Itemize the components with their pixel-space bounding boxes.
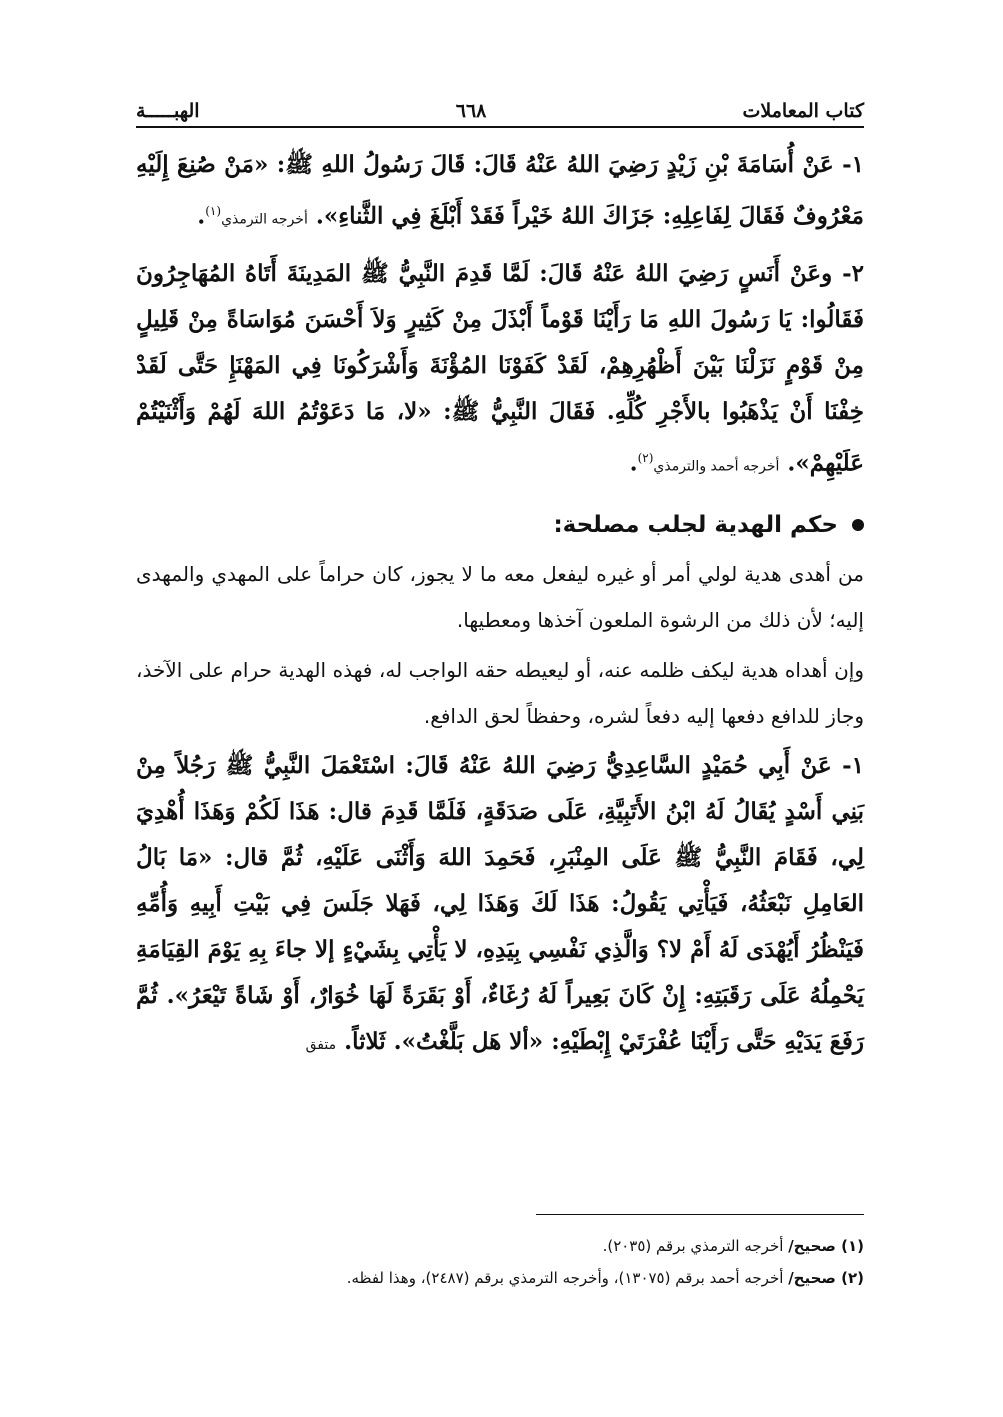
footnote-2-text: أخرجه أحمد برقم (١٣٠٧٥)، وأخرجه الترمذي برقم (٢٤٨٧)، وهذا لفظه. bbox=[346, 1269, 784, 1287]
hadith-3-number: ١- bbox=[842, 752, 864, 780]
hadith-3 bbox=[136, 743, 864, 1068]
footnote-1-text: أخرجه الترمذي برقم (٢٠٣٥). bbox=[602, 1237, 784, 1255]
footnote-1 bbox=[136, 1230, 864, 1262]
footnote-divider bbox=[536, 1214, 864, 1215]
page-body bbox=[136, 92, 864, 1076]
hadith-1-source: أخرجه الترمذي bbox=[221, 211, 308, 228]
running-header bbox=[136, 92, 864, 122]
hadith-2: ٢- وعَنْ أَنَسٍ رَضِيَ اللهُ عَنْهُ قَالَ: لَمَّا قَدِمَ النَّبِيُّ ﷺ المَدِينَةَ أَتَاهُ المُهَاجِرُونَ فَقَالُوا: يَا رَسُولَ اللهِ مَا رَأَيْنَا قَوْماً أَبْذَلَ مِنْ كَثِيرٍ وَلاَ أَحْسَنَ مُوَاسَاةً مِنْ قَلِيلٍ مِنْ قَوْمٍ نَزَلْنَا بَيْنَ أَظْهُرِهِمْ، لَقَدْ كَفَوْنَا المُؤْنَةَ وَأَشْرَكُونَا فِي المَهْنَإِ حَتَّى لَقَدْ خِفْنَا أَنْ يَذْهَبُوا بالأَجْرِ كُلِّهِ. فَقَالَ النَّبِيُّ ﷺ: «لا، مَا دَعَوْتُمُ اللهَ لَهُمْ وَأَثْنَيْتُمْ عَلَيْهِمْ». أخرجه أحمد والترمذي$^{(٢)}$. bbox=[136, 259, 864, 477]
header-chapter-title: الهبـــــة bbox=[136, 100, 200, 122]
hadith-3-text: عَنْ أَبِي حُمَيْدٍ السَّاعِدِيُّ رَضِيَ اللهُ عَنْهُ قَالَ: اسْتَعْمَلَ النَّبِيُّ ﷺ رَجُلاً مِنْ بَنِي أَسْدٍ يُقَالُ لَهُ ابْنُ الأَتَبِيَّةِ، عَلَى صَدَقَةٍ، فَلَمَّا قَدِمَ قال: هَذَا لَكُمْ وَهَذَا أُهْدِيَ لِي، فَقَامَ النَّبِيُّ ﷺ عَلَى المِنْبَرِ، فَحَمِدَ اللهَ وَأَثْنَى عَلَيْهِ، ثُمَّ قال: «مَا بَالُ العَامِلِ نَبْعَثُهُ، فَيَأْتِي يَقُولُ: هَذَا لَكَ وَهَذَا لِي، فَهَلا جَلَسَ فِي بَيْتِ أَبِيهِ وَأُمِّهِ فَيَنْظُرُ أَيُهْدَى لَهُ أَمْ لا؟ وَالَّذِي نَفْسِي بِيَدِهِ، لا يَأْتِي بِشَيْءٍ إلا جاءَ بِهِ يَوْمَ القِيَامَةِ يَحْمِلُهُ عَلَى رَقَبَتِهِ: إِنْ كَانَ بَعِيراً لَهُ رُغَاءٌ، أَوْ بَقَرَةً لَهَا خُوَارٌ، أَوْ شَاةً تَيْعَرُ». ثُمَّ رَفَعَ يَدَيْهِ حَتَّى رَأَيْنَا عُفْرَتَيْ إِبْطَيْهِ: «ألا هَل بَلَّغْتُ». ثَلاثاً. bbox=[136, 752, 864, 1056]
footnote-ref-2: (٢) bbox=[637, 450, 654, 465]
page-number: ٦٦٨ bbox=[455, 100, 487, 122]
paragraph-1: من أهدى هدية لولي أمر أو غيره ليفعل معه ما لا يجوز، كان حراماً على المهدي والمهدى إليه؛ لأن ذلك من الرشوة الملعون آخذها ومعطيها. bbox=[136, 562, 864, 633]
footnote-ref-1: (١) bbox=[205, 204, 222, 218]
hadith-2-source: أخرجه أحمد والترمذي bbox=[653, 458, 780, 475]
bullet-icon bbox=[852, 519, 864, 531]
hadith-2-number: ٢- bbox=[842, 259, 864, 287]
footnotes bbox=[136, 1230, 864, 1294]
section-heading bbox=[136, 503, 864, 547]
header-book-title: كتاب المعاملات bbox=[742, 100, 864, 122]
hadith-1: ١- عَنْ أُسَامَةَ بْنِ زَيْدٍ رَضِيَ اللهُ عَنْهُ قَالَ: قَالَ رَسُولُ اللهِ ﷺ: «مَنْ صُنِعَ إِلَيْهِ مَعْرُوفٌ فَقَالَ لِفَاعِلِهِ: جَزَاكَ اللهُ خَيْراً فَقَدْ أَبْلَغَ فِي الثَّناءِ». أخرجه الترمذي$^{(١)}$. bbox=[136, 151, 864, 230]
hadith-3-source: متفق bbox=[305, 1037, 337, 1054]
hadith-1-text: عَنْ أُسَامَةَ بْنِ زَيْدٍ رَضِيَ اللهُ عَنْهُ قَالَ: قَالَ رَسُولُ اللهِ ﷺ: «مَنْ صُنِعَ إِلَيْهِ مَعْرُوفٌ فَقَالَ لِفَاعِلِهِ: جَزَاكَ اللهُ خَيْراً فَقَدْ أَبْلَغَ فِي الثَّناءِ». bbox=[136, 151, 864, 230]
section-heading-text: حكم الهدية لجلب مصلحة: bbox=[553, 512, 838, 539]
hadith-2-text: وعَنْ أَنَسٍ رَضِيَ اللهُ عَنْهُ قَالَ: لَمَّا قَدِمَ النَّبِيُّ ﷺ المَدِينَةَ أَتَاهُ المُهَاجِرُونَ فَقَالُوا: يَا رَسُولَ اللهِ مَا رَأَيْنَا قَوْماً أَبْذَلَ مِنْ كَثِيرٍ وَلاَ أَحْسَنَ مُوَاسَاةً مِنْ قَلِيلٍ مِنْ قَوْمٍ نَزَلْنَا بَيْنَ أَظْهُرِهِمْ، لَقَدْ كَفَوْنَا المُؤْنَةَ وَأَشْرَكُونَا فِي المَهْنَإِ حَتَّى لَقَدْ خِفْنَا أَنْ يَذْهَبُوا بالأَجْرِ كُلِّهِ. فَقَالَ النَّبِيُّ ﷺ: «لا، مَا دَعَوْتُمُ اللهَ لَهُمْ وَأَثْنَيْتُمْ عَلَيْهِمْ». bbox=[136, 259, 864, 477]
hadith-1-number: ١- bbox=[842, 151, 864, 178]
header-divider bbox=[136, 126, 864, 128]
footnote-2 bbox=[136, 1262, 864, 1294]
paragraph-2: وإن أهداه هدية ليكف ظلمه عنه، أو ليعيطه حقه الواجب له، فهذه الهدية حرام على الآخذ، وجاز للدافع دفعها إليه دفعاً لشره، وحفظاً لحق الدافع. bbox=[136, 658, 864, 729]
footnote-2-label: (٢) صحيح/ bbox=[788, 1269, 864, 1287]
footnote-1-label: (١) صحيح/ bbox=[788, 1237, 864, 1255]
